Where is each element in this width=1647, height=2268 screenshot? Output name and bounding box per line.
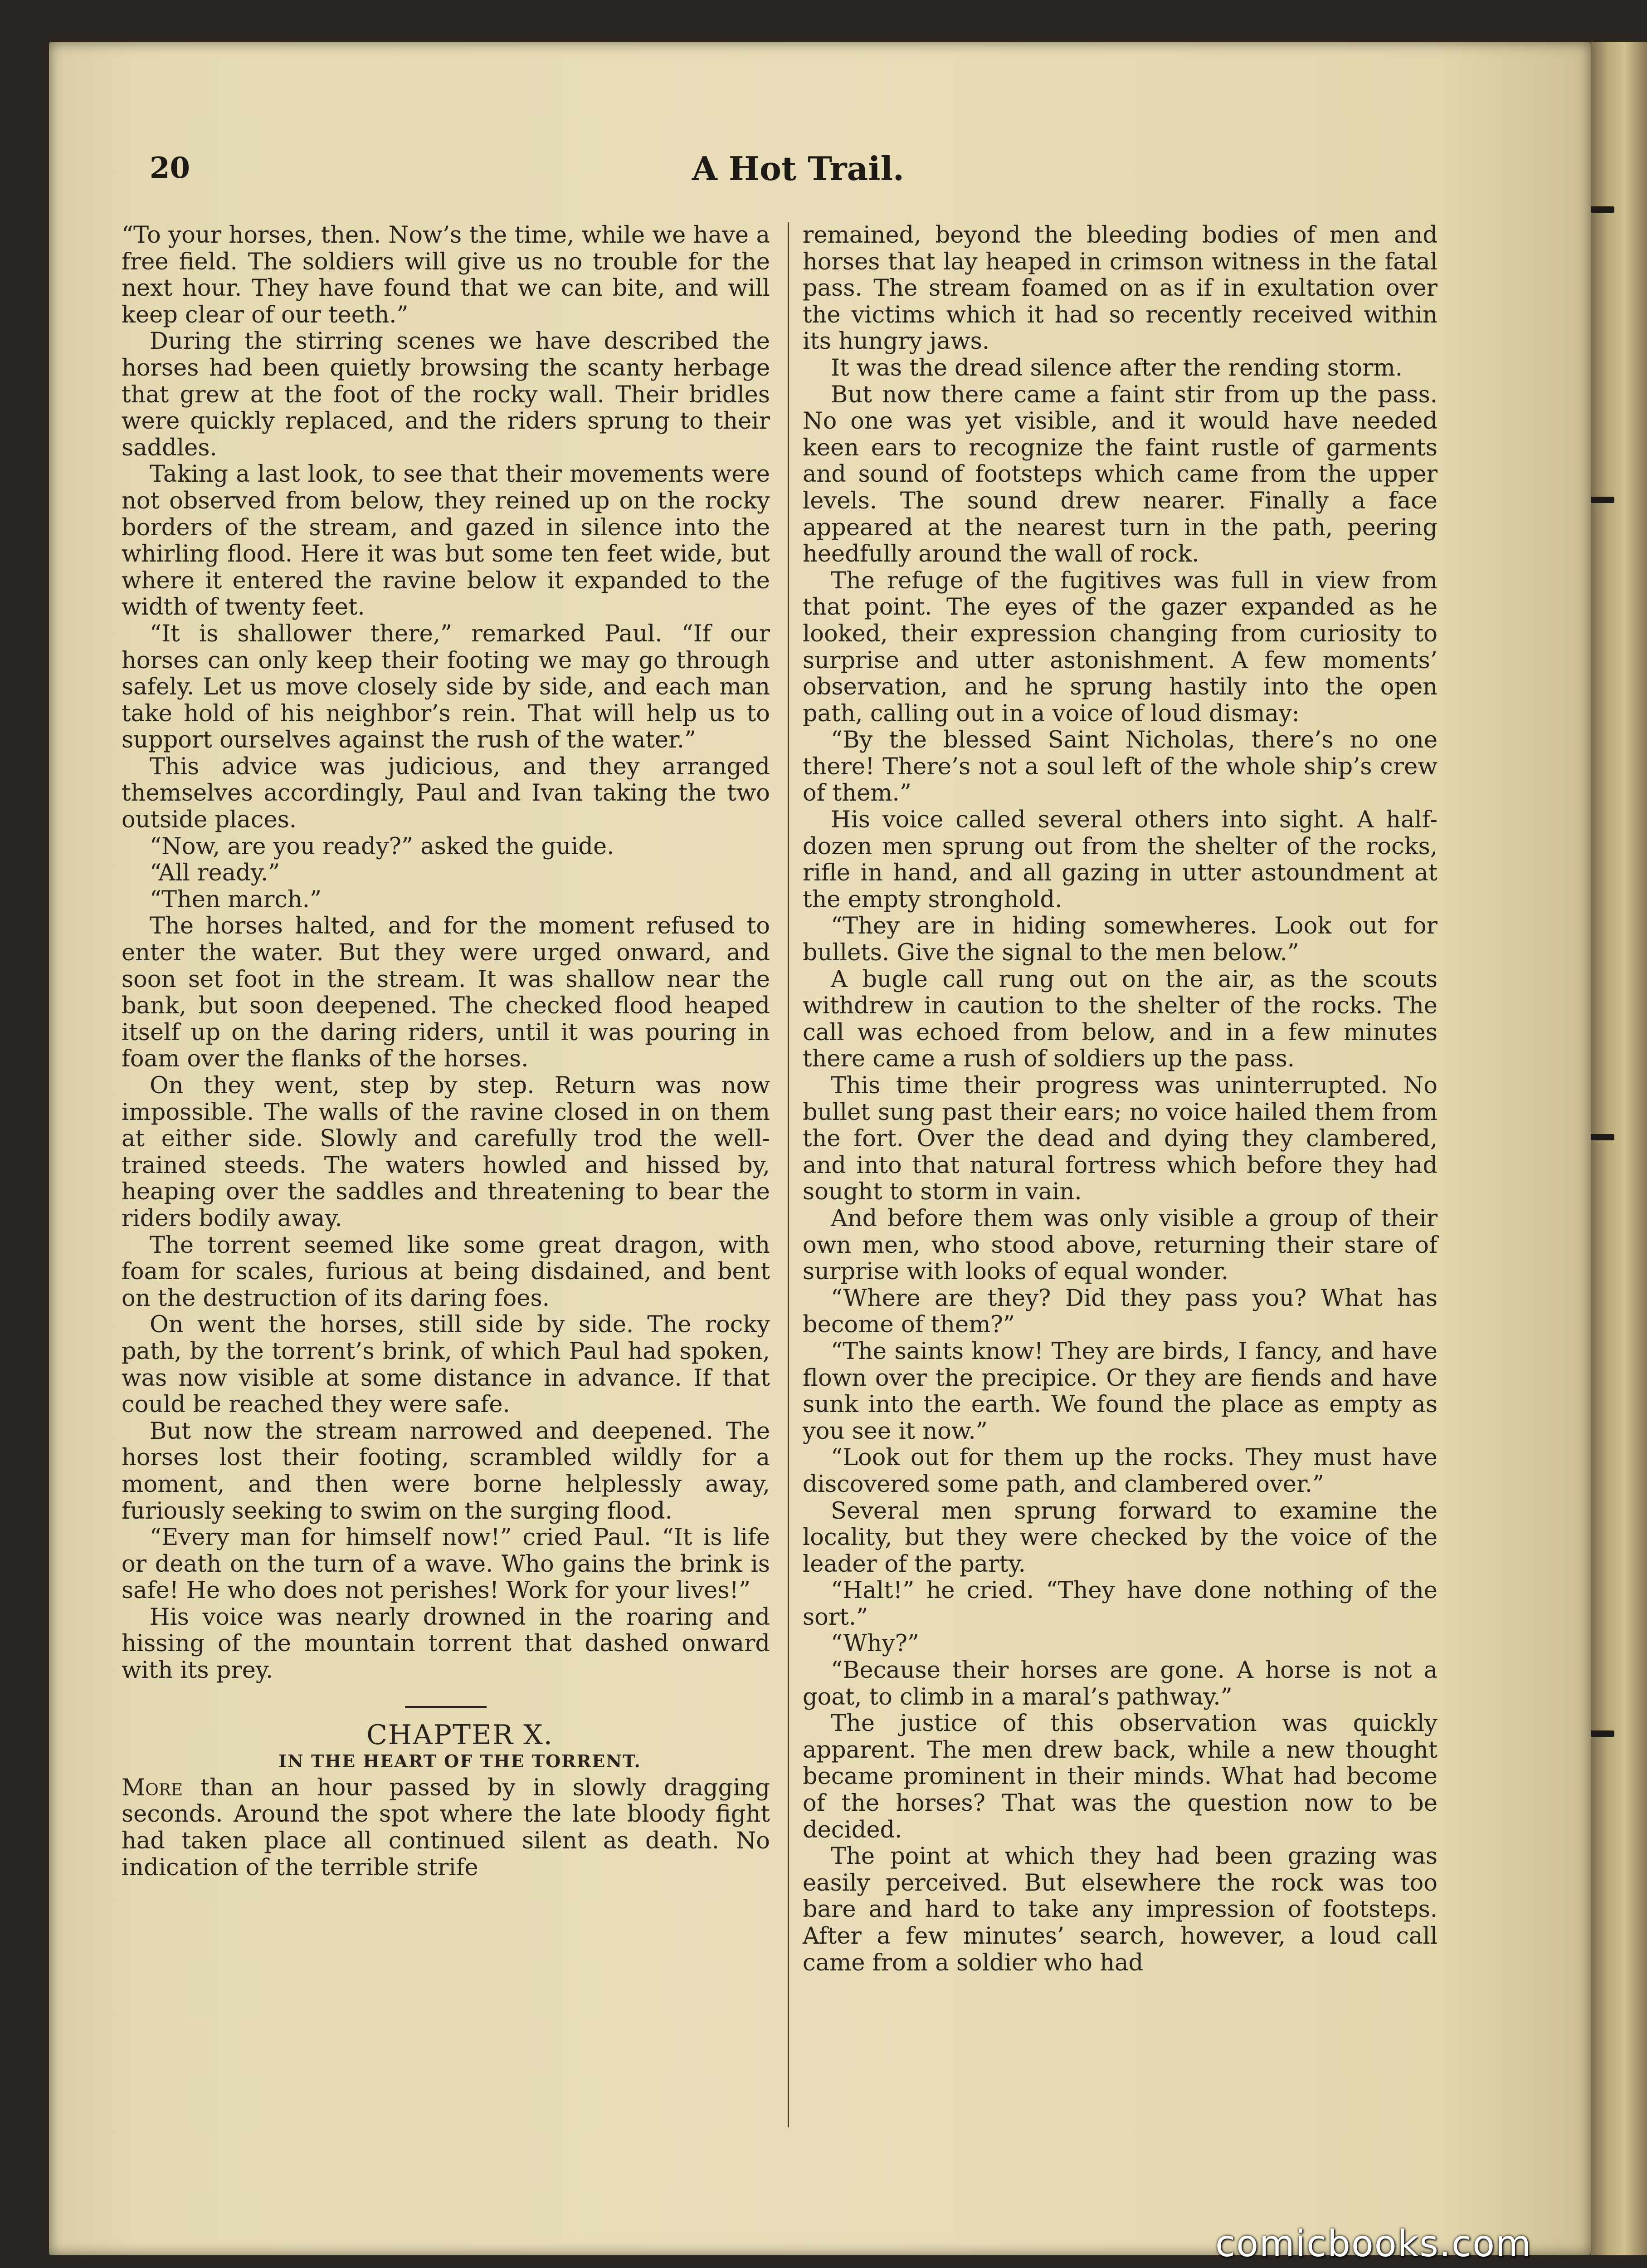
paragraph: A bugle call rung out on the air, as the scouts withdrew in caution to the shelter of the rocks. The call was echoed from below, and in a few minutes there came a rush of soldiers up the pass.: [803, 966, 1437, 1073]
paragraph: “To your horses, then. Now’s the time, while we have a free field. The soldiers will give us no trouble for the next hour. They have found that we can bite, and will keep clear of our teeth.”: [122, 222, 770, 328]
running-title: A Hot Trail.: [692, 149, 904, 188]
paragraph: The horses halted, and for the moment refused to enter the water. But they were urged onward, and soon set foot in the stream. It was shallow near the bank, but soon deepened. The checked flood heaped itself up on the daring riders, until it was pouring in foam over the flanks of the horses.: [122, 913, 770, 1073]
paragraph: During the stirring scenes we have described the horses had been quietly browsing the scanty herbage that grew at the foot of the rocky wall. Their bridles were quickly replaced, and the riders sprung to their saddles.: [122, 328, 770, 461]
page-edge: [1591, 42, 1647, 2255]
paragraph: “They are in hiding somewheres. Look out for bullets. Give the signal to the men below.”: [803, 913, 1437, 967]
paragraph: His voice was nearly drowned in the roaring and hissing of the mountain torrent that dashed onward with its prey.: [122, 1603, 770, 1684]
paragraph: Taking a last look, to see that their movements were not observed from below, they reined up on the rocky borders of the stream, and gazed in silence into the whirling flood. Here it was but some ten feet wide, but where it entered the ravine below it expanded to the width of twenty feet.: [122, 461, 770, 621]
chapter-subtitle: IN THE HEART OF THE TORRENT.: [278, 1751, 641, 1772]
paragraph: “Halt!” he cried. “They have done nothing of the sort.”: [803, 1577, 1437, 1631]
page-number: 20: [150, 151, 190, 185]
paragraph: But now there came a faint stir from up the pass. No one was yet visible, and it would have needed keen ears to recognize the faint rustle of garments and sound of footsteps which came from the upper levels. The sound drew nearer. Finally a face appeared at the nearest turn in the path, peering heedfully around the wall of rock.: [803, 381, 1437, 568]
chapter-opening-text: than an hour passed by in slowly dragging seconds. Around the spot where the late bloody fight had taken place all continued silent as death. No indication of the terrible strife: [122, 1774, 770, 1881]
paragraph: The torrent seemed like some great dragon, with foam for scales, furious at being disdained, and bent on the destruction of its daring foes.: [122, 1232, 770, 1312]
paragraph: His voice called several others into sight. A half-dozen men sprung out from the shelter of the rocks, rifle in hand, and all gazing in utter astoundment at the empty stronghold.: [803, 807, 1437, 913]
paragraph: This advice was judicious, and they arranged themselves accordingly, Paul and Ivan taking the two outside places.: [122, 753, 770, 834]
left-column: [122, 222, 770, 1881]
paragraph: “Because their horses are gone. A horse is not a goat, to climb in a maral’s pathway.”: [803, 1657, 1437, 1711]
paragraph: It was the dread silence after the rending storm.: [831, 354, 1403, 381]
watermark: comicbooks.com: [1215, 2223, 1532, 2265]
paragraph: “Why?”: [831, 1630, 919, 1657]
paragraph: Several men sprung forward to examine the locality, but they were checked by the voice of the leader of the party.: [803, 1497, 1437, 1578]
paragraph: This time their progress was uninterrupted. No bullet sung past their ears; no voice hailed them from the fort. Over the dead and dying they clambered, and into that natural fortress which before they had sought to storm in vain.: [803, 1072, 1437, 1206]
paragraph: “It is shallower there,” remarked Paul. “If our horses can only keep their footing we may go through safely. Let us move closely side by side, and each man take hold of his neighbor’s rein. That will help us to support ourselves against the rush of the water.”: [122, 620, 770, 754]
paragraph: “All ready.”: [150, 860, 280, 887]
paragraph: “The saints know! They are birds, I fancy, and have flown over the precipice. Or they are fiends and have sunk into the earth. We found the place as empty as you see it now.”: [803, 1338, 1437, 1445]
right-column: [803, 222, 1437, 1976]
section-rule: [405, 1706, 487, 1708]
paragraph: “Now, are you ready?” asked the guide.: [150, 833, 614, 860]
page-header: [104, 143, 1492, 197]
paragraph: The refuge of the fugitives was full in view from that point. The eyes of the gazer expanded as he looked, their expression changing from curiosity to surprise and utter astonishment. A few moments’ observation, and he sprung hastily into the open path, calling out in a voice of loud dismay:: [803, 567, 1437, 727]
paragraph: “Every man for himself now!” cried Paul. “It is life or death on the turn of a wave. Who gains the brink is safe! He who does not perishes! Work for your lives!”: [122, 1524, 770, 1604]
paragraph: remained, beyond the bleeding bodies of men and horses that lay heaped in crimson witness in the fatal pass. The stream foamed on as if in exultation over the victims which it had so recently received within its hungry jaws.: [803, 222, 1437, 355]
paragraph: “By the blessed Saint Nicholas, there’s no one there! There’s not a soul left of the whole ship’s crew of them.”: [803, 727, 1437, 807]
paragraph: “Then march.”: [150, 886, 322, 913]
paragraph: On they went, step by step. Return was now impossible. The walls of the ravine closed in on them at either side. Slowly and carefully trod the well-trained steeds. The waters howled and hissed by, heaping over the saddles and threatening to bear the riders bodily away.: [122, 1072, 770, 1232]
paragraph: “Look out for them up the rocks. They must have discovered some path, and clambered over.”: [803, 1444, 1437, 1498]
paragraph: The justice of this observation was quickly apparent. The men drew back, while a new thought became prominent in their minds. What had become of the horses? That was the question now to be decided.: [803, 1710, 1437, 1843]
chapter-lead-word: More: [122, 1774, 183, 1801]
paragraph: “Where are they? Did they pass you? What has become of them?”: [803, 1285, 1437, 1339]
paragraph: And before them was only visible a group of their own men, who stood above, returning their stare of surprise with looks of equal wonder.: [803, 1205, 1437, 1286]
paragraph: On went the horses, still side by side. The rocky path, by the torrent’s brink, of which Paul had spoken, was now visible at some distance in advance. If that could be reached they were safe.: [122, 1311, 770, 1418]
column-divider: [788, 222, 789, 2127]
paragraph: The point at which they had been grazing was easily perceived. But elsewhere the rock was too bare and hard to take any impression of footsteps. After a few minutes’ search, however, a loud call came from a soldier who had: [803, 1843, 1437, 1976]
chapter-title: CHAPTER X.: [366, 1719, 553, 1751]
chapter-opening-paragraph: [122, 1775, 770, 1881]
paragraph: But now the stream narrowed and deepened. The horses lost their footing, scrambled wildly for a moment, and then were borne helplessly away, furiously seeking to swim on the surging flood.: [122, 1418, 770, 1525]
